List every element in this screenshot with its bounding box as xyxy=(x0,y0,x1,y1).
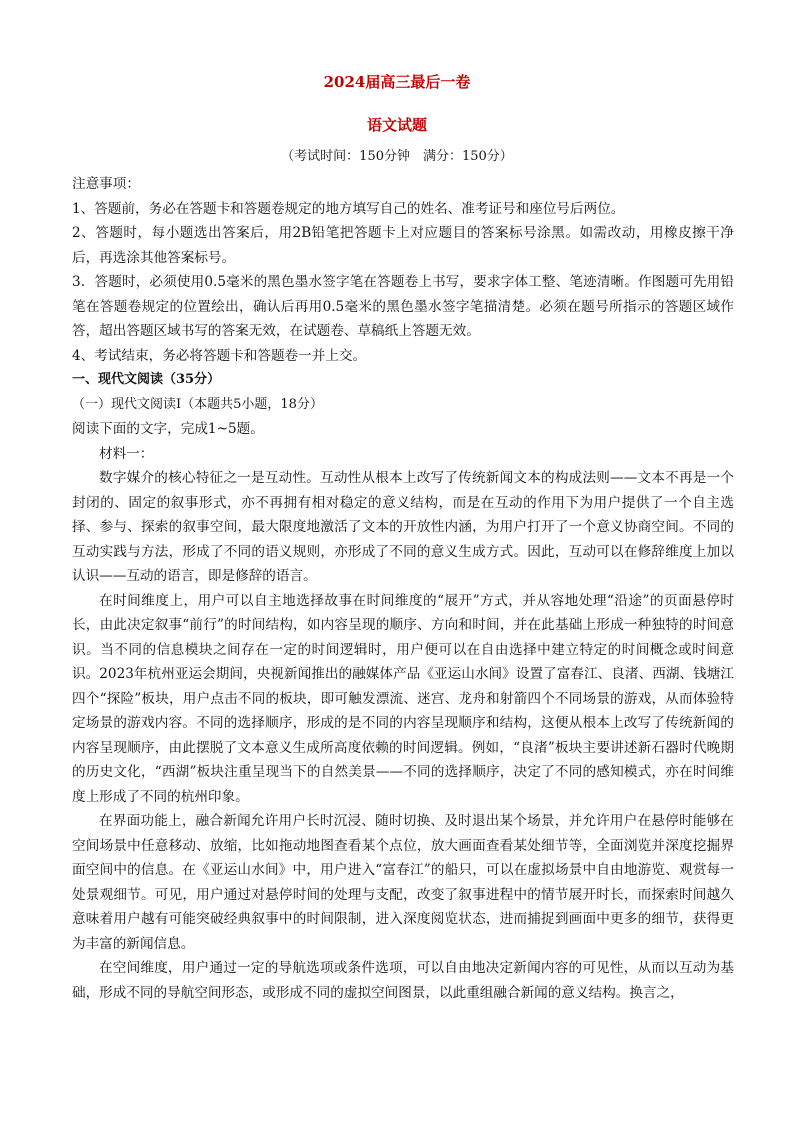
article-paragraph-2: 在时间维度上，用户可以自主地选择故事在时间维度的“展开”方式，并从容地处理“沿途”的页面悬停时长，由此决定叙事“前行”的时间结构，如内容呈现的顺序、方向和时间，并在此基础上形成一种独特的时间意识。当不同的信息模块之间存在一定的时间逻辑时，用户便可以在自由选择中建立特定的时间概念或时间意识。2023年杭州亚运会期间，央视新闻推出的融媒体产品《亚运山水间》设置了富春江、良渚、西湖、钱塘江四个“探险”板块，用户点击不同的板块，即可触发漂流、迷宫、龙舟和射箭四个不同场景的游戏，从而体验特定场景的游戏内容。不同的选择顺序，形成的是不同的内容呈现顺序和结构，这便从根本上改写了传统新闻的内容呈现顺序，由此摆脱了文本意义生成所高度依赖的时间逻辑。例如，“良渚”板块主要讲述新石器时代晚期的历史文化，“西湖”板块注重呈现当下的自然美景——不同的选择顺序，决定了不同的感知模式，亦在时间维度上形成了不同的杭州印象。 xyxy=(72,592,734,805)
exam-info: （考试时间：150分钟 满分：150分） xyxy=(281,149,513,164)
note-item-1: 1、答题前，务必在答题卡和答题卷规定的地方填写自己的姓名、准考证号和座位号后两位。 xyxy=(72,200,625,217)
notes-heading: 注意事项： xyxy=(72,176,140,192)
section-heading: 一、现代文阅读（35分） xyxy=(72,372,221,387)
note-item-3: 3．答题时，必须使用0.5毫米的黑色墨水签字笔在答题卷上书写，要求字体工整、笔迹清晰。作图题可先用铅笔在答题卷规定的位置绘出，确认后再用0.5毫米的黑色墨水签字笔描清楚。必须在题号所指示的答题区域作答，超出答题区域书写的答案无效，在试题卷、草稿纸上答题无效。 xyxy=(72,274,734,339)
exam-body xyxy=(72,172,734,1005)
article-paragraph-3: 在界面功能上，融合新闻允许用户长时沉浸、随时切换、及时退出某个场景，并允许用户在悬停时能够在空间场景中任意移动、放缩，比如拖动地图查看某个点位，放大画面查看某处细节等，全面浏览并深度挖掘界面空间中的信息。在《亚运山水间》中，用户进入“富春江”的船只，可以在虚拟场景中自由地游览、观赏每一处景观细节。可见，用户通过对悬停时间的处理与支配，改变了叙事进程中的情节展开时长，而探索时间越久意味着用户越有可能突破经典叙事中的时间限制，进入深度阅览状态，进而捕捉到画面中更多的细节，获得更为丰富的新闻信息。 xyxy=(72,813,734,952)
material-label: 材料一： xyxy=(99,445,154,462)
exam-main-title: 2024届高三最后一卷 xyxy=(323,73,471,91)
note-item-4: 4、考试结束，务必将答题卡和答题卷一并上交。 xyxy=(72,347,367,364)
sub-section-heading: （一）现代文阅读Ⅰ（本题共5小题，18分） xyxy=(72,396,323,412)
subject-title: 语文试题 xyxy=(366,116,427,134)
article-paragraph-4: 在空间维度，用户通过一定的导航选项或条件选项，可以自由地决定新闻内容的可见性，从而以互动为基础，形成不同的导航空间形态，或形成不同的虚拟空间图景，以此重组融合新闻的意义结构。换言之， xyxy=(72,960,734,1001)
note-item-2: 2、答题时，每小题选出答案后，用2B铅笔把答题卡上对应题目的答案标号涂黑。如需改动，用橡皮擦干净后，再选涂其他答案标号。 xyxy=(72,225,734,266)
article-paragraph-1: 数字媒介的核心特征之一是互动性。互动性从根本上改写了传统新闻文本的构成法则——文本不再是一个封闭的、固定的叙事形式，亦不再拥有相对稳定的意义结构，而是在互动的作用下为用户提供了一个自主选择、参与、探索的叙事空间，最大限度地激活了文本的开放性内涵，为用户打开了一个意义协商空间。不同的互动实践与方法，形成了不同的语义规则，亦形成了不同的意义生成方式。因此，互动可以在修辞维度上加以认识——互动的语言，即是修辞的语言。 xyxy=(72,470,734,584)
reading-instruction: 阅读下面的文字，完成1~5题。 xyxy=(72,421,264,437)
